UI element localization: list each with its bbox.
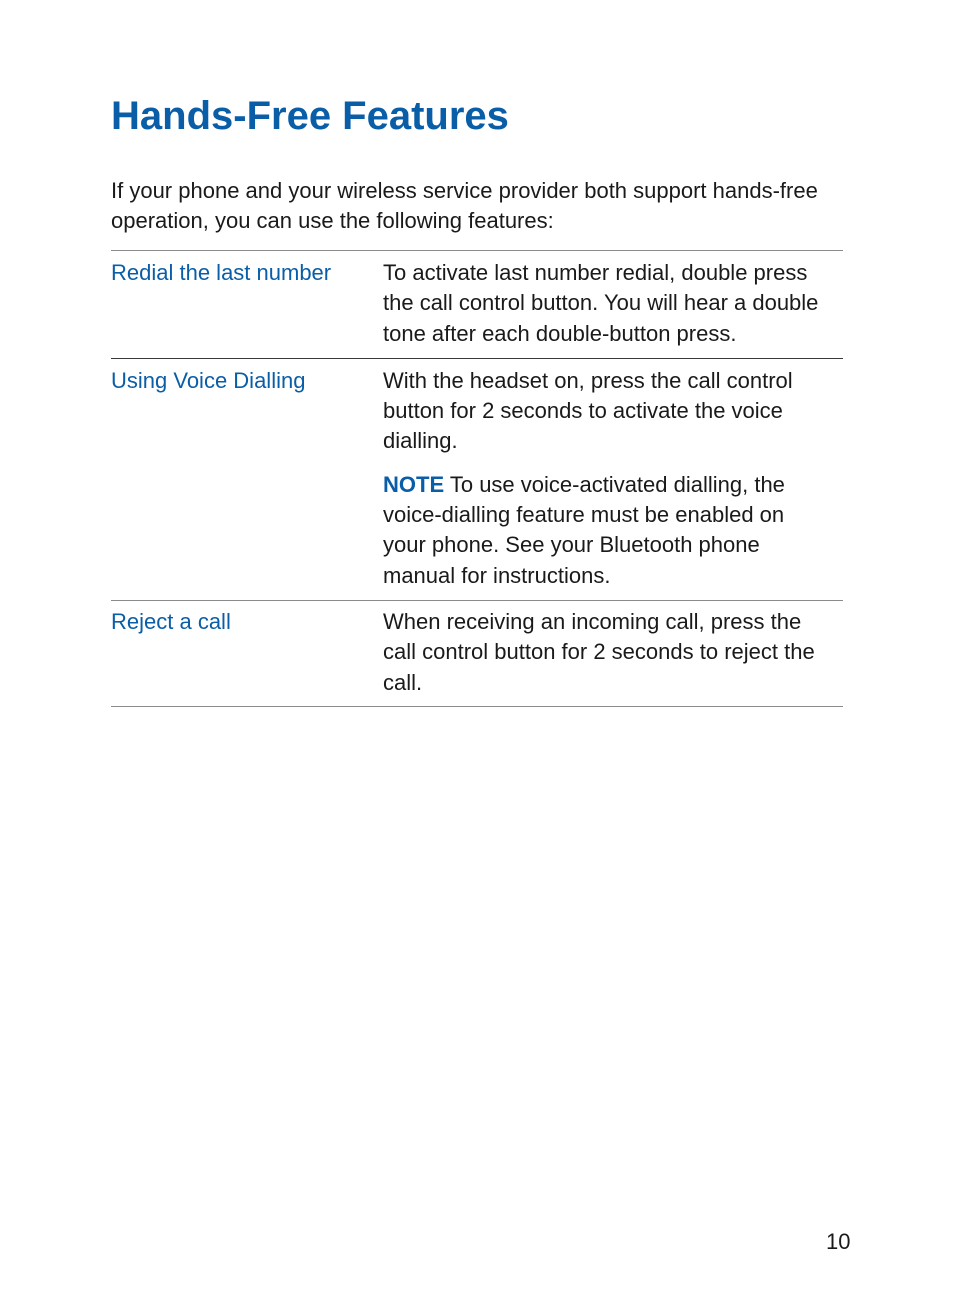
note-label: NOTE [383, 471, 445, 497]
feature-name-reject: Reject a call [111, 608, 231, 634]
feature-description-text: With the headset on, press the call control button for 2 seconds to activate the voice dialling. [383, 367, 793, 454]
page-title: Hands-Free Features [111, 94, 509, 138]
feature-row-voice-dialling [111, 358, 843, 600]
feature-name-voice-dialling: Using Voice Dialling [111, 367, 306, 393]
feature-description-text: When receiving an incoming call, press the call control button for 2 seconds to reject the call. [383, 608, 815, 695]
intro-paragraph: If your phone and your wireless service provider both support hands-free operation, you can use the following features: [111, 178, 818, 233]
page-number: 10 [826, 1229, 851, 1254]
feature-row-redial [111, 250, 843, 358]
feature-description-voice-dialling [383, 366, 843, 591]
note-paragraph [383, 470, 823, 591]
feature-row-reject [111, 600, 843, 707]
feature-description-redial [383, 258, 843, 349]
feature-description-text: To activate last number redial, double press the call control button. You will hear a double tone after each double-button press. [383, 260, 819, 346]
note-text: To use voice-activated dialling, the voice-dialling feature must be enabled on your phone. See your Bluetooth phone manual for instructions. [383, 471, 785, 588]
feature-name-redial: Redial the last number [111, 260, 332, 285]
feature-description-reject [383, 607, 843, 698]
features-table [111, 250, 843, 707]
